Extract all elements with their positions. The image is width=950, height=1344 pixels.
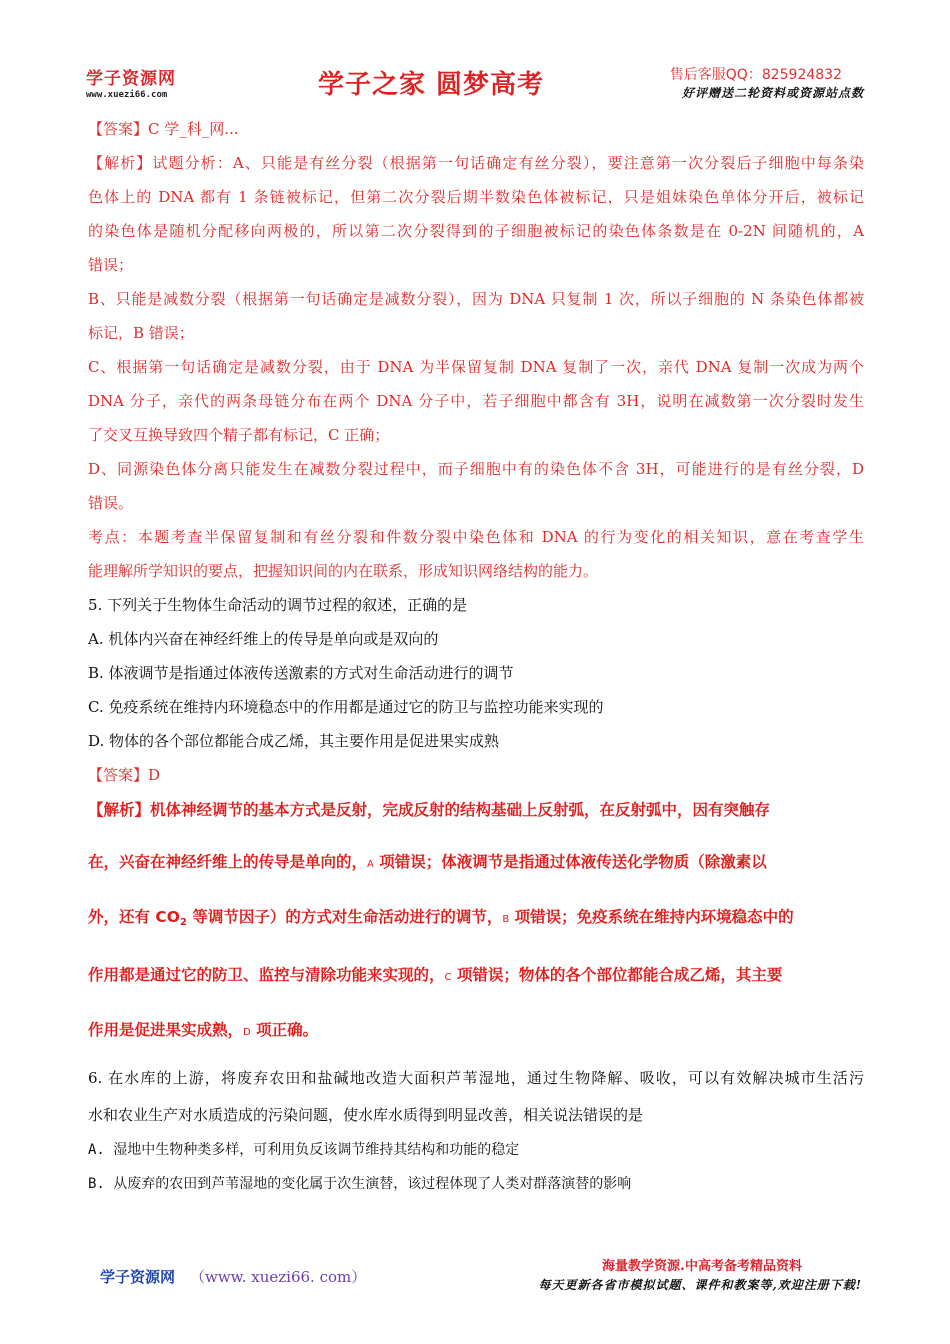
q4-analysis-line: 的染色体是随机分配移向两极的，所以第二次分裂得到的子细胞被标记的染色体条数是在 0-2N 间随机的，A — [88, 222, 864, 240]
q5-analysis-text: 在，兴奋在神经纤维上的传导是单向的， — [88, 853, 368, 871]
header-tagline: 好评赠送二轮资料或资源站点数 — [681, 86, 864, 100]
q5-analysis — [88, 784, 864, 1059]
q4-answer: 【答案】C 学_科_网... — [88, 120, 239, 138]
q5-option-b: B. 体液调节是指通过体液传送激素的方式对生命活动进行的调节 — [88, 664, 514, 682]
footer-promo-sub: 每天更新各省市模拟试题、课件和教案等,欢迎注册下载! — [538, 1278, 862, 1292]
option-letter: A — [367, 859, 374, 870]
page-footer — [0, 1250, 950, 1310]
q5-analysis-text: 项错误；体液调节是指通过体液传送化学物质（除激素以 — [373, 853, 767, 871]
header-slogan: 学子之家 圆梦高考 — [318, 70, 545, 100]
footer-url[interactable]: （www. xuezi66. com） — [190, 1268, 367, 1286]
option-letter: B — [502, 914, 510, 925]
q5-option-d: D. 物体的各个部位都能合成乙烯，其主要作用是促进果实成熟 — [88, 732, 500, 750]
q5-analysis-text: 等调节因子）的方式对生命活动进行的调节， — [186, 908, 503, 926]
q5-analysis-line — [88, 949, 864, 1004]
document-body — [88, 112, 864, 1201]
q6-stem: 6. 在水库的上游，将废弃农田和盐碱地改造大面积芦苇湿地，通过生物降解、吸收，可以有效解决城市生活污 — [88, 1069, 864, 1087]
q6-option-b: B. 从废弃的农田到芦苇湿地的变化属于次生演替，该过程体现了人类对群落演替的影响 — [88, 1176, 632, 1192]
q5-analysis-line — [88, 784, 864, 836]
q5-option-a: A. 机体内兴奋在神经纤维上的传导是单向或是双向的 — [88, 630, 439, 648]
q4-analysis-line: 了交叉互换导致四个精子都有标记，C 正确； — [88, 426, 390, 444]
q4-analysis-line: DNA 分子，亲代的两条母链分布在两个 DNA 分子中，若子细胞中都含有 3H，说明在减数第一次分裂时发生 — [88, 392, 864, 410]
customer-service-qq: 售后客服QQ：825924832 — [669, 67, 842, 83]
q5-option-c: C. 免疫系统在维持内环境稳态中的作用都是通过它的防卫与监控功能来实现的 — [88, 698, 604, 716]
logo-name: 学子资源网 — [86, 69, 176, 89]
footer-promo: 海量教学资源.中高考备考精品资料 — [602, 1259, 802, 1274]
site-logo[interactable] — [86, 64, 176, 100]
q4-analysis-line: C、根据第一句话确定是减数分裂，由于 DNA 为半保留复制 DNA 复制了一次，亲代 DNA 复制一次成为两个 — [88, 358, 864, 376]
q5-answer: 【答案】D — [88, 766, 161, 784]
q5-analysis-text: 作用都是通过它的防卫、监控与清除功能来实现的， — [88, 966, 445, 984]
q5-analysis-text: 作用是促进果实成熟， — [88, 1021, 244, 1039]
q5-analysis-text: 项错误；物体的各个部位都能合成乙烯，其主要 — [451, 966, 783, 984]
q4-analysis-line: 【解析】试题分析：A、只能是有丝分裂（根据第一句话确定有丝分裂），要注意第一次分裂后子细胞中每条染 — [88, 154, 864, 172]
option-letter: D — [243, 1027, 251, 1038]
q5-stem: 5. 下列关于生物体生命活动的调节过程的叙述，正确的是 — [88, 596, 468, 614]
q4-analysis-line: 错误； — [88, 256, 134, 274]
q4-analysis-line: 错误。 — [88, 494, 134, 512]
q4-knowledge-point: 能理解所学知识的要点，把握知识间的内在联系，形成知识网络结构的能力。 — [88, 562, 599, 580]
subscript: 2 — [179, 917, 187, 928]
q5-analysis-line — [88, 836, 864, 891]
q4-analysis-line: D、同源染色体分离只能发生在减数分裂过程中，而子细胞中有的染色体不含 3H，可能进行的是有丝分裂，D — [88, 460, 864, 478]
q6-stem: 水和农业生产对水质造成的污染问题，使水库水质得到明显改善，相关说法错误的是 — [88, 1106, 644, 1124]
option-letter: C — [444, 972, 452, 983]
q4-analysis — [88, 146, 864, 588]
logo-url: www.xuezi66.com — [86, 90, 168, 100]
page-header — [0, 0, 950, 110]
q5-analysis-line — [88, 891, 864, 949]
footer-brand[interactable]: 学子资源网 — [100, 1268, 176, 1286]
q5-analysis-text: 外，还有 CO — [88, 908, 180, 926]
q5-analysis-text: 项错误；免疫系统在维持内环境稳态中的 — [509, 908, 794, 926]
question-5 — [88, 588, 864, 1059]
q5-analysis-text: 【解析】机体神经调节的基本方式是反射，完成反射的结构基础上反射弧，在反射弧中，因有突触存 — [88, 801, 771, 819]
q4-knowledge-point: 考点：本题考查半保留复制和有丝分裂和件数分裂中染色体和 DNA 的行为变化的相关知识，意在考查学生 — [88, 528, 864, 546]
q4-analysis-line: 色体上的 DNA 都有 1 条链被标记，但第二次分裂后期半数染色体被标记，只是姐妹染色单体分开后，被标记 — [88, 188, 864, 206]
q4-analysis-line: B、只能是减数分裂（根据第一句话确定是减数分裂），因为 DNA 只复制 1 次，所以子细胞的 N 条染色体都被 — [88, 290, 864, 308]
question-6 — [88, 1059, 864, 1201]
q5-analysis-text: 项正确。 — [250, 1021, 319, 1039]
q4-analysis-line: 标记，B 错误； — [88, 324, 194, 342]
q5-analysis-line — [88, 1004, 864, 1059]
q6-option-a: A. 湿地中生物种类多样，可利用负反该调节维持其结构和功能的稳定 — [88, 1142, 520, 1158]
